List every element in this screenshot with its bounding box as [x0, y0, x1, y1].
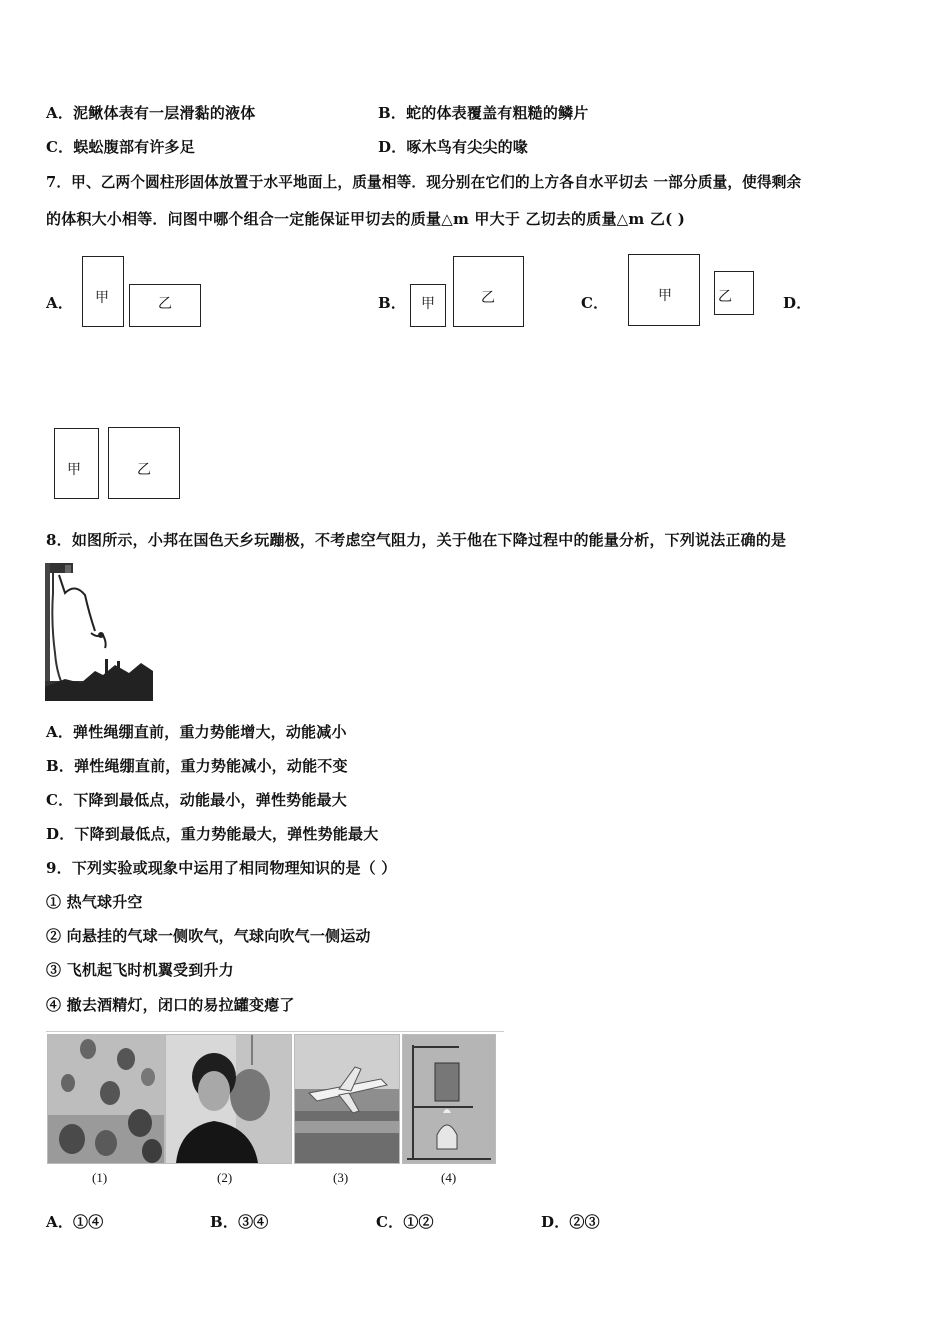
- q9-option-c: C．①②: [376, 1213, 434, 1231]
- jia-label: 甲: [421, 296, 435, 312]
- q8-stem: 8．如图所示，小邦在国色天乡玩蹦极，不考虑空气阻力，关于他在下降过程中的能量分析，下列说法正确的是: [46, 531, 787, 549]
- q9-item-4: ④ 撤去酒精灯，闭口的易拉罐变瘪了: [46, 996, 295, 1014]
- q6-option-c: C．蜈蚣腹部有许多足: [46, 138, 195, 156]
- q9-item-3: ③ 飞机起飞时机翼受到升力: [46, 961, 234, 979]
- q7-label-c: C．: [581, 294, 609, 312]
- jia-label: 甲: [95, 290, 109, 306]
- q7-d-yi-box: [108, 427, 180, 499]
- q7-c-jia-box: [628, 254, 700, 326]
- bungee-jump-image: [45, 563, 153, 701]
- yi-label: 乙: [718, 289, 732, 305]
- q7-stem-line2: 的体积大小相等．问图中哪个组合一定能保证甲切去的质量△m 甲大于 乙切去的质量△m 乙( ): [46, 210, 686, 228]
- q8-option-d: D．下降到最低点，重力势能最大，弹性势能最大: [46, 825, 379, 843]
- q6-option-a: A．泥鳅体表有一层滑黏的液体: [46, 104, 256, 122]
- yi-label: 乙: [137, 462, 151, 478]
- q7-a-yi-box: [129, 284, 201, 327]
- q7-label-a: A．: [46, 294, 74, 312]
- q7-b-yi-box: [453, 256, 524, 327]
- q7-c-yi-box: [714, 271, 754, 315]
- q7-a-jia-box: [82, 256, 124, 327]
- q9-item-1: ① 热气球升空: [46, 893, 143, 911]
- yi-label: 乙: [158, 296, 172, 312]
- image-divider: [46, 1031, 504, 1032]
- q8-option-c: C．下降到最低点，动能最小，弹性势能最大: [46, 791, 347, 809]
- photo-caption-4: (4): [441, 1170, 457, 1185]
- q6-option-d: D．啄木鸟有尖尖的喙: [378, 138, 529, 156]
- can-experiment-photo: [402, 1034, 496, 1164]
- q8-option-a: A．弹性绳绷直前，重力势能增大，动能减小: [46, 723, 347, 741]
- photo-caption-2: (2): [217, 1170, 233, 1185]
- jia-label: 甲: [67, 462, 81, 478]
- q6-option-b: B．蛇的体表覆盖有粗糙的鳞片: [378, 104, 589, 122]
- yi-label: 乙: [481, 290, 495, 306]
- hot-air-balloons-photo: [47, 1034, 165, 1164]
- q7-b-jia-box: [410, 284, 446, 327]
- q9-option-b: B．③④: [210, 1213, 269, 1231]
- q9-item-2: ② 向悬挂的气球一侧吹气，气球向吹气一侧运动: [46, 927, 371, 945]
- q9-option-d: D．②③: [541, 1213, 600, 1231]
- airplane-takeoff-photo: [294, 1034, 400, 1164]
- photo-caption-3: (3): [333, 1170, 349, 1185]
- balloon-blowing-photo: [165, 1034, 292, 1164]
- q7-stem-line1: 7．甲、乙两个圆柱形固体放置于水平地面上，质量相等．现分别在它们的上方各自水平切去 一部分质量，使得剩余: [46, 174, 802, 191]
- q8-option-b: B．弹性绳绷直前，重力势能减小，动能不变: [46, 757, 348, 775]
- q7-label-d: D．: [783, 294, 812, 312]
- jia-label: 甲: [658, 288, 672, 304]
- q7-d-jia-box: [54, 428, 99, 499]
- photo-caption-1: (1): [92, 1170, 108, 1185]
- q9-option-a: A．①④: [46, 1213, 104, 1231]
- q7-label-b: B．: [378, 294, 407, 312]
- q9-stem: 9．下列实验或现象中运用了相同物理知识的是（ ）: [46, 859, 397, 877]
